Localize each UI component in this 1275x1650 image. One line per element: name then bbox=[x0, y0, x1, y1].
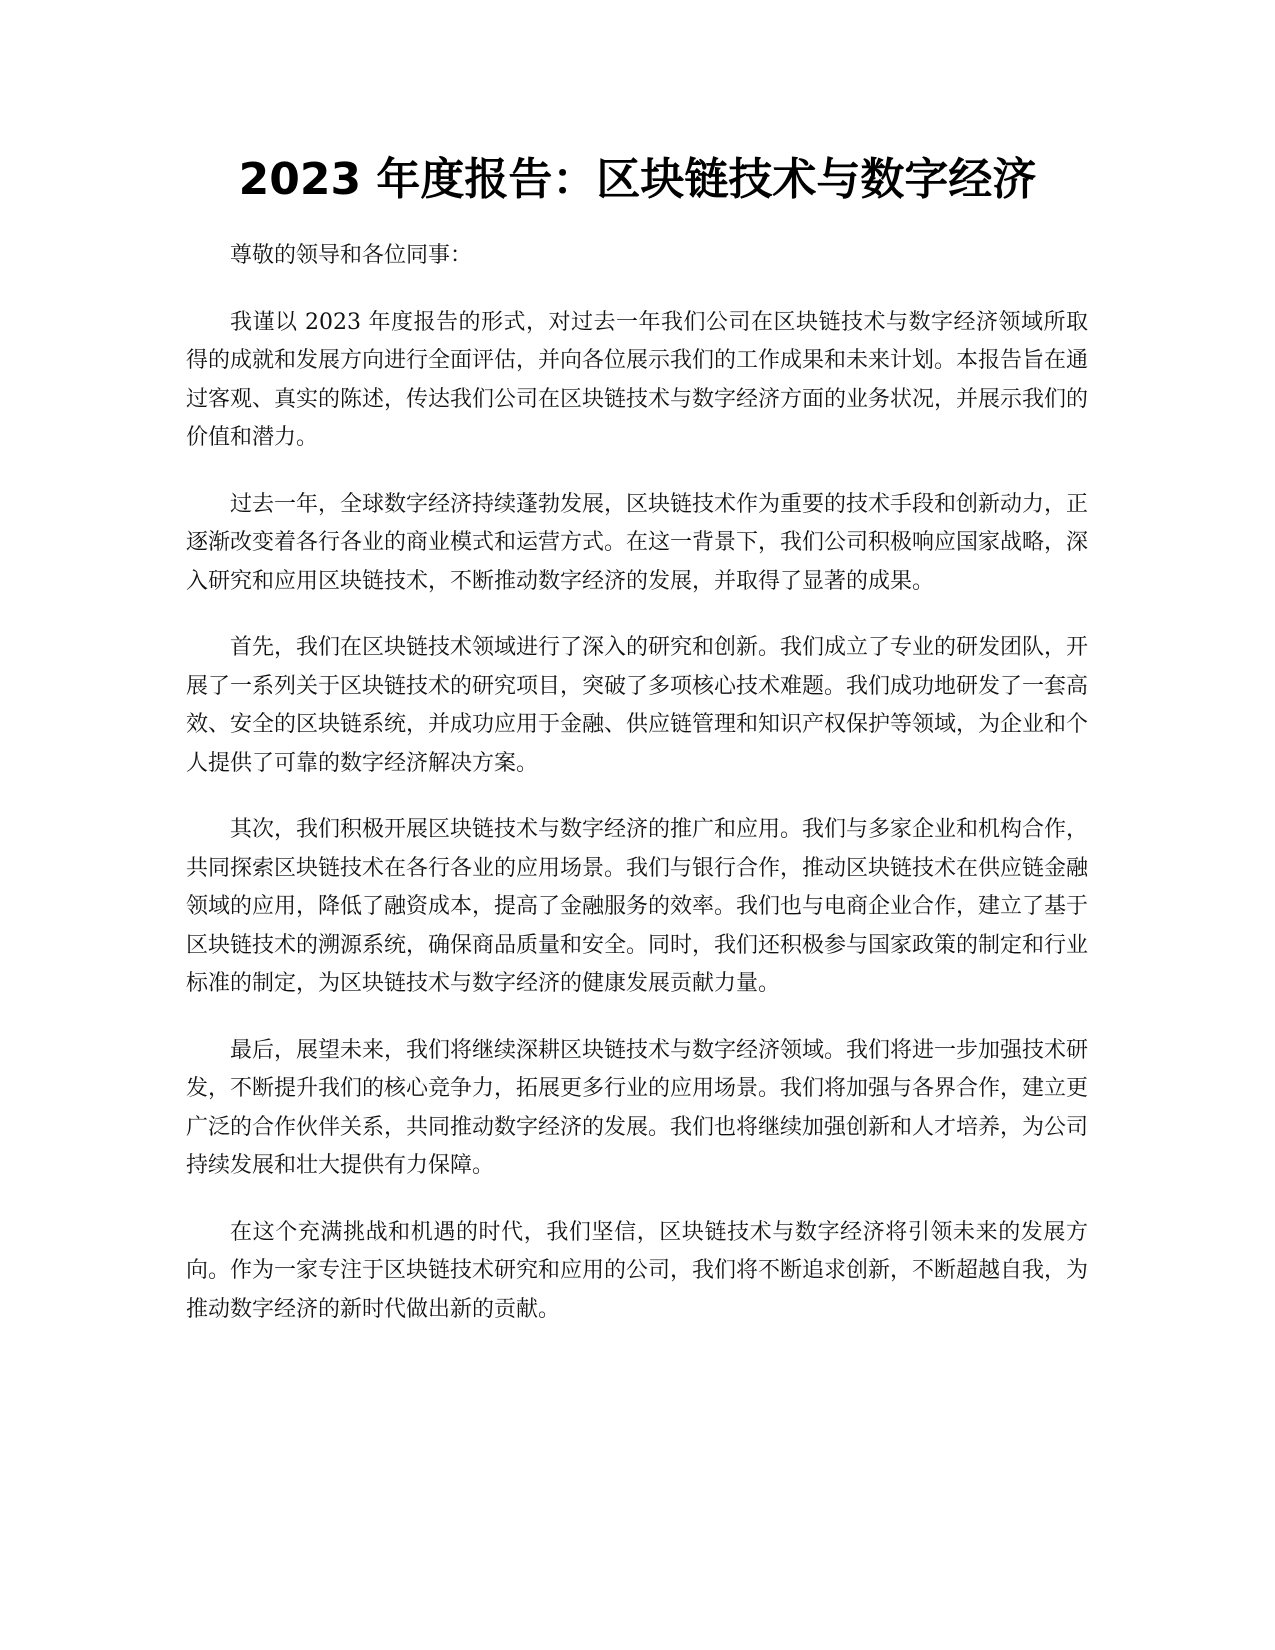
document-title: 2023 年度报告：区块链技术与数字经济 bbox=[238, 154, 1037, 205]
document-body bbox=[186, 237, 1088, 1357]
paragraph-1: 我谨以 2023 年度报告的形式，对过去一年我们公司在区块链技术与数字经济领域所取得的成就和发展方向进行全面评估，并向各位展示我们的工作成果和未来计划。本报告旨在通过客观、真实的陈述，传达我们公司在区块链技术与数字经济方面的业务状况，并展示我们的价值和潜力。 bbox=[186, 309, 1089, 450]
paragraph-5: 最后，展望未来，我们将继续深耕区块链技术与数字经济领域。我们将进一步加强技术研发，不断提升我们的核心竞争力，拓展更多行业的应用场景。我们将加强与各界合作，建立更广泛的合作伙伴关系，共同推动数字经济的发展。我们也将继续加强创新和人才培养，为公司持续发展和壮大提供有力保障。 bbox=[186, 1037, 1089, 1178]
paragraph-6: 在这个充满挑战和机遇的时代，我们坚信，区块链技术与数字经济将引领未来的发展方向。作为一家专注于区块链技术研究和应用的公司，我们将不断追求创新，不断超越自我，为推动数字经济的新时代做出新的贡献。 bbox=[186, 1219, 1089, 1322]
paragraph-4: 其次，我们积极开展区块链技术与数字经济的推广和应用。我们与多家企业和机构合作，共同探索区块链技术在各行各业的应用场景。我们与银行合作，推动区块链技术在供应链金融领域的应用，降低了融资成本，提高了金融服务的效率。我们也与电商企业合作，建立了基于区块链技术的溯源系统，确保商品质量和安全。同时，我们还积极参与国家政策的制定和行业标准的制定，为区块链技术与数字经济的健康发展贡献力量。 bbox=[186, 817, 1089, 996]
paragraph-2: 过去一年，全球数字经济持续蓬勃发展，区块链技术作为重要的技术手段和创新动力，正逐渐改变着各行各业的商业模式和运营方式。在这一背景下，我们公司积极响应国家战略，深入研究和应用区块链技术，不断推动数字经济的发展，并取得了显著的成果。 bbox=[186, 491, 1089, 594]
paragraph-3: 首先，我们在区块链技术领域进行了深入的研究和创新。我们成立了专业的研发团队，开展了一系列关于区块链技术的研究项目，突破了多项核心技术难题。我们成功地研发了一套高效、安全的区块链系统，并成功应用于金融、供应链管理和知识产权保护等领域，为企业和个人提供了可靠的数字经济解决方案。 bbox=[186, 635, 1089, 776]
greeting: 尊敬的领导和各位同事： bbox=[230, 243, 473, 268]
